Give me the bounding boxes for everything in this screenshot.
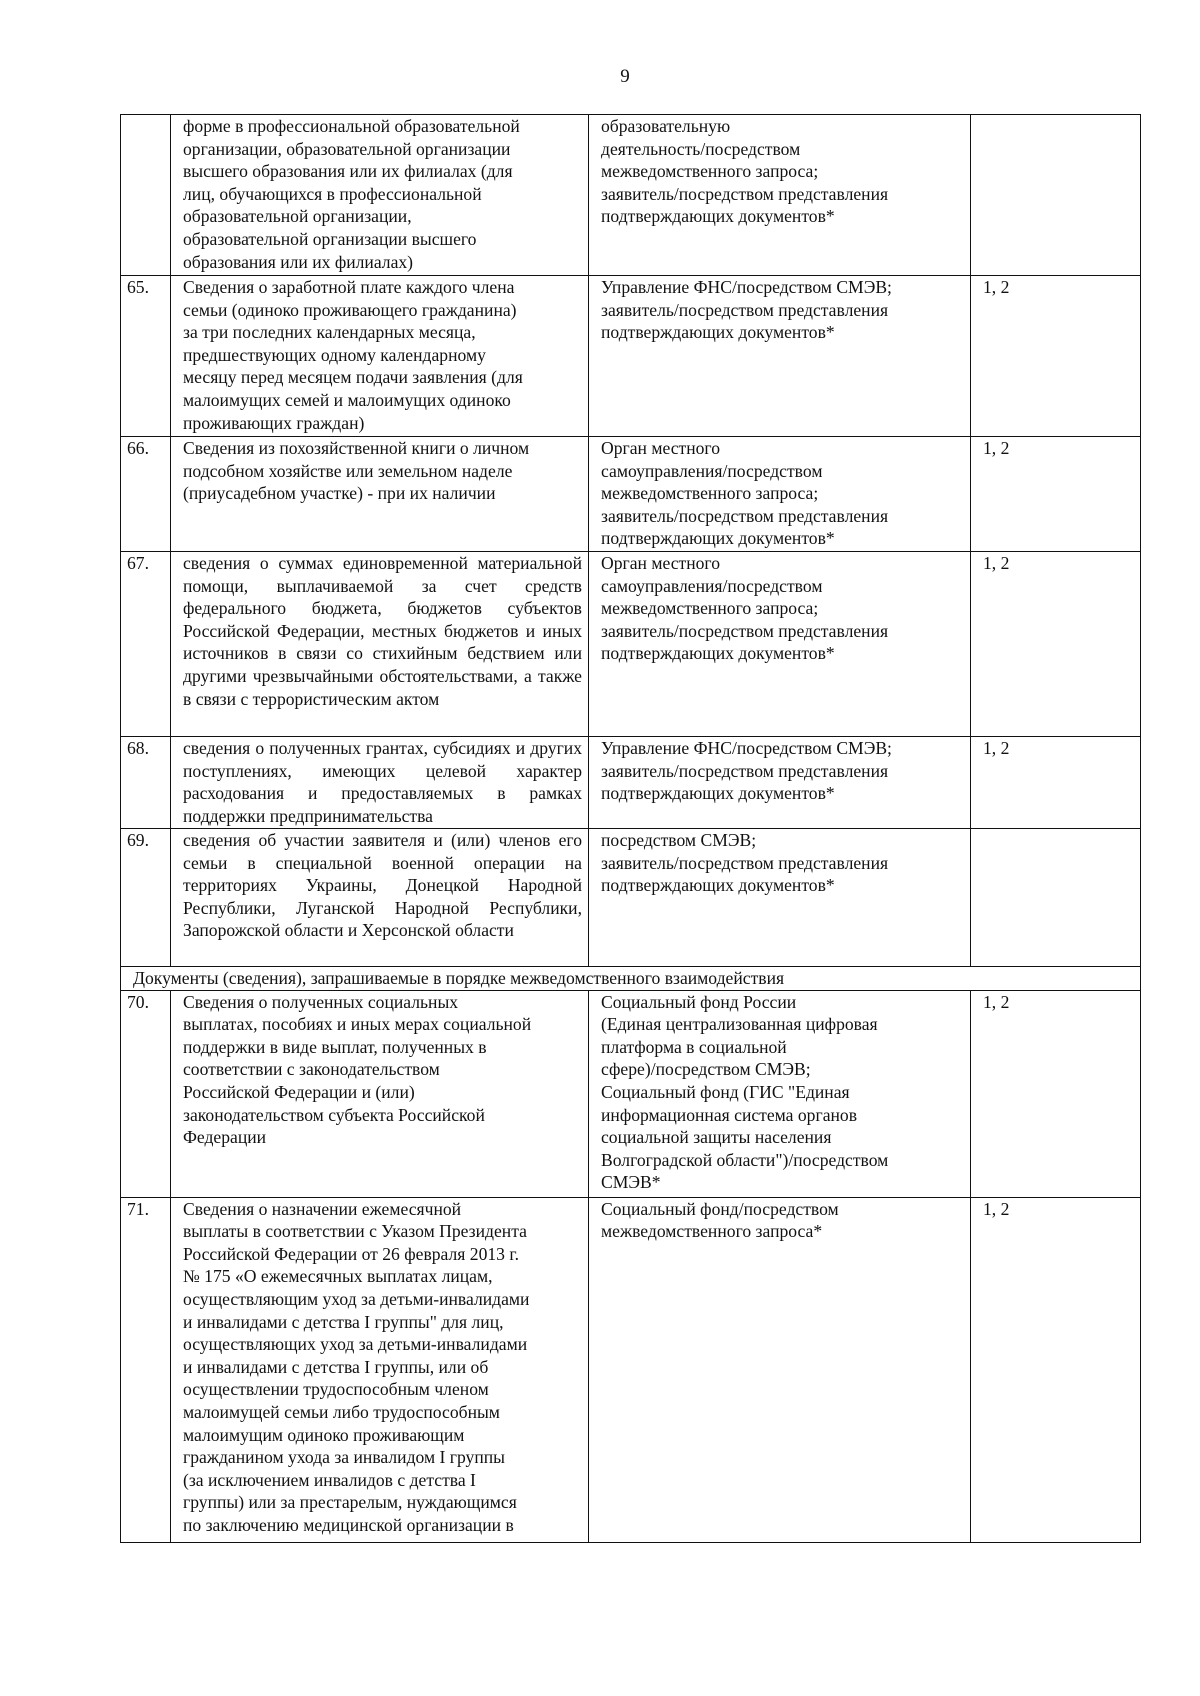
category-code: [971, 829, 1141, 967]
table-row: [121, 990, 1141, 1197]
document-name: Сведения о назначении ежемесячной выплаты в соответствии с Указом Президента Российской Федерации от 26 февраля 2013 г. № 175 «О ежемесячных выплатах лицам, осуществляющим уход за детьми-инвалидами и инвалидами с детства I группы" для лиц, осуществляющих уход за детьми-инвалидами и инвалидами с детства I группы, или об осуществлении трудоспособным членом малоимущей семьи либо трудоспособным малоимущим одиноко проживающим гражданином ухода за инвалидом I группы (за исключением инвалидов с детства I группы) или за престарелым, нуждающимся по заключению медицинской организации в: [171, 1197, 589, 1542]
table-row: [121, 115, 1141, 276]
document-name: Сведения о заработной плате каждого члена семьи (одиноко проживающего гражданина) за три последних календарных месяца, предшествующих одному календарному месяцу перед месяцем подачи заявления (для малоимущих семей и малоимущих одиноко проживающих граждан): [171, 276, 589, 437]
category-code: 1, 2: [971, 737, 1141, 829]
category-code: 1, 2: [971, 276, 1141, 437]
document-source: Социальный фонд/посредством межведомственного запроса*: [589, 1197, 971, 1542]
table-row: [121, 276, 1141, 437]
category-code: 1, 2: [971, 1197, 1141, 1542]
document-source: Социальный фонд России (Единая централизованная цифровая платформа в социальной сфере)/посредством СМЭВ; Социальный фонд (ГИС "Единая информационная система органов социальной защиты населения Волгоградской области")/посредством СМЭВ*: [589, 990, 971, 1197]
document-name: Сведения из похозяйственной книги о личном подсобном хозяйстве или земельном наделе (приусадебном участке) - при их наличии: [171, 437, 589, 552]
section-header: Документы (сведения), запрашиваемые в порядке межведомственного взаимодействия: [121, 967, 1141, 991]
document-source: Управление ФНС/посредством СМЭВ; заявитель/посредством представления подтверждающих документов*: [589, 276, 971, 437]
document-name: форме в профессиональной образовательной организации, образовательной организации высшего образования или их филиалах (для лиц, обучающихся в профессиональной образовательной организации, образовательной организации высшего образования или их филиалах): [171, 115, 589, 276]
document-name: сведения об участии заявителя и (или) членов его семьи в специальной военной операции на территориях Украины, Донецкой Народной Республики, Луганской Народной Республики, Запорожской области и Херсонской области: [171, 829, 589, 967]
document-source: Управление ФНС/посредством СМЭВ; заявитель/посредством представления подтверждающих документов*: [589, 737, 971, 829]
page-number: 9: [620, 66, 630, 87]
document-name: сведения о полученных грантах, субсидиях и других поступлениях, имеющих целевой характер расходования и предоставляемых в рамках поддержки предпринимательства: [171, 737, 589, 829]
section-header-row: [121, 967, 1141, 991]
row-number: 70.: [121, 990, 171, 1197]
row-number: 66.: [121, 437, 171, 552]
row-number: 65.: [121, 276, 171, 437]
documents-table: [120, 114, 1141, 1543]
category-code: 1, 2: [971, 437, 1141, 552]
table-row: [121, 737, 1141, 829]
row-number: [121, 115, 171, 276]
category-code: 1, 2: [971, 552, 1141, 737]
table-row: [121, 552, 1141, 737]
category-code: 1, 2: [971, 990, 1141, 1197]
row-number: 69.: [121, 829, 171, 967]
row-number: 68.: [121, 737, 171, 829]
document-source: Орган местного самоуправления/посредством межведомственного запроса; заявитель/посредством представления подтверждающих документов*: [589, 437, 971, 552]
document-name: Сведения о полученных социальных выплатах, пособиях и иных мерах социальной поддержки в виде выплат, полученных в соответствии с законодательством Российской Федерации и (или) законодательством субъекта Российской Федерации: [171, 990, 589, 1197]
category-code: [971, 115, 1141, 276]
document-source: посредством СМЭВ; заявитель/посредством представления подтверждающих документов*: [589, 829, 971, 967]
table-row: [121, 1197, 1141, 1542]
row-number: 71.: [121, 1197, 171, 1542]
table-row: [121, 437, 1141, 552]
document-source: Орган местного самоуправления/посредством межведомственного запроса; заявитель/посредством представления подтверждающих документов*: [589, 552, 971, 737]
document-source: образовательную деятельность/посредством межведомственного запроса; заявитель/посредством представления подтверждающих документов*: [589, 115, 971, 276]
table-row: [121, 829, 1141, 967]
document-name: сведения о суммах единовременной материальной помощи, выплачиваемой за счет средств федерального бюджета, бюджетов субъектов Российской Федерации, местных бюджетов и иных источников в связи со стихийным бедствием или другими чрезвычайными обстоятельствами, а также в связи с террористическим актом: [171, 552, 589, 737]
row-number: 67.: [121, 552, 171, 737]
